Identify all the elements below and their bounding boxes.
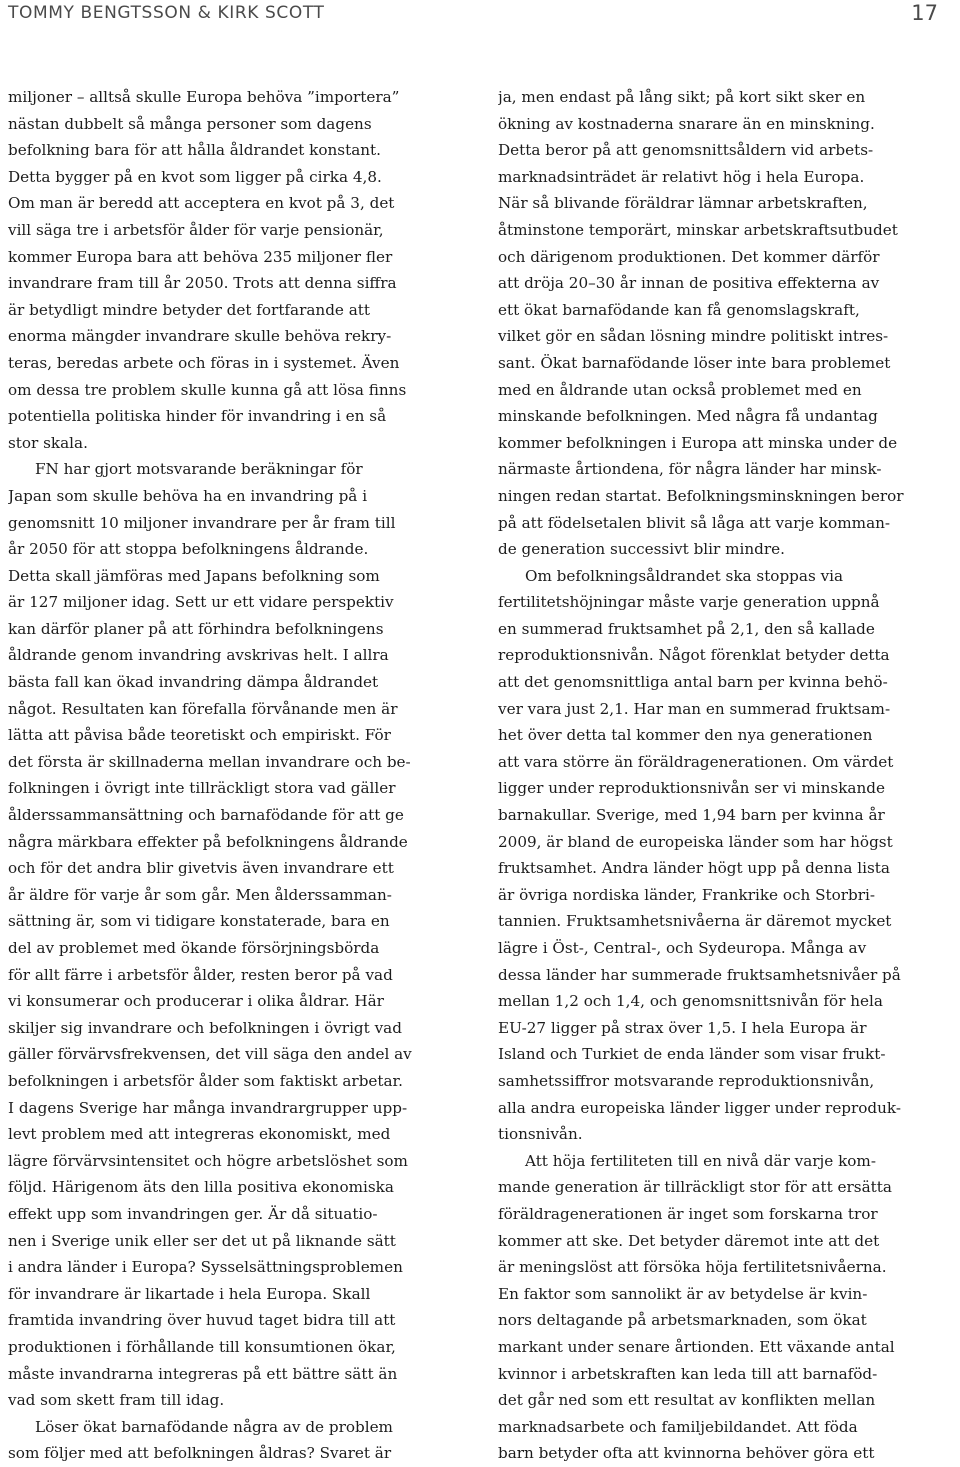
text-line: om dessa tre problem skulle kunna gå att lösa finns [8, 380, 407, 399]
text-line: Löser ökat barnafödande några av de problem [35, 1417, 393, 1436]
text-line: mellan 1,2 och 1,4, och genomsnittsnivån för hela [498, 992, 883, 1011]
text-line: med en åldrande utan också problemet med en [498, 380, 862, 399]
text-line: vi konsumerar och producerar i olika åldrar. Här [8, 992, 384, 1011]
text-line: lägre i Öst-, Central-, och Sydeuropa. Många av [498, 939, 867, 957]
text-line: att det genomsnittliga antal barn per kvinna behö- [498, 673, 888, 692]
text-line: år 2050 för att stoppa befolkningens åldrande. [8, 540, 369, 559]
left-text-column [8, 84, 460, 1467]
text-line: och därigenom produktionen. Det kommer därför [498, 247, 880, 266]
text-line: minskande befolkningen. Med några få undantag [498, 407, 878, 426]
text-line: följd. Härigenom äts den lilla positiva ekonomiska [8, 1178, 394, 1197]
text-line: nen i Sverige unik eller ser det ut på liknande sätt [8, 1231, 396, 1250]
text-line: lägre förvärvsintensitet och högre arbetslöshet som [8, 1151, 408, 1170]
text-line: mande generation är tillräckligt stor för att ersätta [498, 1178, 892, 1197]
text-line: föräldragenerationen är inget som forskarna tror [498, 1204, 878, 1223]
text-line: att dröja 20–30 år innan de positiva effekterna av [498, 274, 880, 293]
text-line: vill säga tre i arbetsför ålder för varje pensionär, [8, 220, 384, 239]
text-line: marknadsinträdet är relativt hög i hela Europa. [498, 167, 865, 186]
text-line: Att höja fertiliteten till en nivå där varje kom- [525, 1151, 876, 1170]
text-line: kvinnor i arbetskraften kan leda till att barnaföd- [498, 1364, 878, 1383]
text-line: ålderssammansättning och barnafödande för att ge [8, 806, 404, 825]
text-line: närmaste årtiondena, för några länder har minsk- [498, 460, 882, 479]
text-line: i andra länder i Europa? Sysselsättningsproblemen [8, 1258, 403, 1277]
text-line: Om befolkningsåldrandet ska stoppas via [525, 566, 844, 585]
text-line: kommer att ske. Det betyder däremot inte att det [498, 1231, 880, 1250]
text-line: är övriga nordiska länder, Frankrike och Storbri- [498, 885, 875, 904]
text-line: folkningen i övrigt inte tillräckligt stora vad gäller [8, 779, 396, 798]
text-line: Detta beror på att genomsnittsåldern vid arbets- [498, 141, 874, 160]
text-line: tannien. Fruktsamhetsnivåerna är däremot mycket [498, 912, 892, 931]
text-line: fruktsamhet. Andra länder högt upp på denna lista [498, 859, 890, 878]
text-line: barnakullar. Sverige, med 1,94 barn per kvinna år [498, 806, 885, 825]
text-line: på att födelsetalen blivit så låga att varje komman- [498, 513, 891, 532]
text-line: dessa länder har summerade fruktsamhetsnivåer på [498, 965, 901, 984]
text-line: ja, men endast på lång sikt; på kort sikt sker en [498, 88, 866, 106]
text-line: vad som skett fram till idag. [8, 1391, 225, 1410]
text-line: åtminstone temporärt, minskar arbetskraftsutbudet [498, 220, 898, 239]
text-line: och för det andra blir givetvis även invandrare ett [8, 859, 394, 878]
text-line: för allt färre i arbetsför ålder, resten beror på vad [8, 965, 393, 984]
text-line: del av problemet med ökande försörjningsbörda [8, 939, 380, 957]
text-line: I dagens Sverige har många invandrargrupper upp- [8, 1098, 408, 1117]
text-line: är meningslöst att försöka höja fertilitetsnivåerna. [498, 1258, 887, 1277]
text-line: teras, beredas arbete och föras in i systemet. Även [8, 353, 400, 372]
text-line: det första är skillnaderna mellan invandrare och be- [8, 752, 411, 771]
text-line: skiljer sig invandrare och befolkningen i övrigt vad [8, 1018, 402, 1037]
text-line: FN har gjort motsvarande beräkningar för [35, 460, 363, 479]
text-line: de generation successivt blir mindre. [498, 540, 785, 559]
text-line: nästan dubbelt så många personer som dagens [8, 114, 372, 133]
text-line: åldrande genom invandring avskrivas helt. I allra [8, 646, 389, 665]
running-head [0, 0, 960, 34]
text-line: Island och Turkiet de enda länder som visar frukt- [498, 1045, 886, 1064]
right-text-column [498, 84, 950, 1467]
text-line: markant under senare årtionden. Ett växande antal [498, 1337, 895, 1356]
text-line: några märkbara effekter på befolkningens åldrande [8, 832, 408, 851]
text-line: en summerad fruktsamhet på 2,1, den så kallade [498, 619, 875, 638]
text-line: Detta skall jämföras med Japans befolkning som [8, 566, 380, 585]
text-line: ningen redan startat. Befolkningsminskningen beror [498, 486, 904, 505]
text-line: vilket gör en sådan lösning mindre politiskt intres- [498, 327, 889, 346]
text-line: tionsnivån. [498, 1125, 583, 1144]
text-line: invandrare fram till år 2050. Trots att denna siffra [8, 274, 397, 293]
text-line: produktionen i förhållande till konsumtionen ökar, [8, 1337, 396, 1356]
text-line: kommer befolkningen i Europa att minska under de [498, 433, 898, 452]
text-line: något. Resultaten kan förefalla förvånande men är [8, 699, 398, 718]
text-line: år äldre för varje år som går. Men ålderssamman- [8, 885, 392, 904]
text-line: lätta att påvisa både teoretiskt och empiriskt. För [8, 726, 391, 745]
text-line: är betydligt mindre betyder det fortfarande att [8, 300, 370, 319]
text-line: Detta bygger på en kvot som ligger på cirka 4,8. [8, 167, 382, 186]
text-line: att vara större än föräldragenerationen. Om värdet [498, 752, 894, 771]
text-line: sättning är, som vi tidigare konstaterade, bara en [8, 912, 390, 931]
text-line: EU-27 ligger på strax över 1,5. I hela Europa är [498, 1018, 867, 1037]
text-line: 2009, är bland de europeiska länder som har högst [498, 832, 893, 851]
text-line: reproduktionsnivån. Något förenklat betyder detta [498, 646, 890, 665]
text-line: miljoner – alltså skulle Europa behöva ”importera” [8, 88, 400, 106]
text-line: som följer med att befolkningen åldras? Svaret är [8, 1444, 392, 1463]
text-line: ökning av kostnaderna snarare än en minskning. [498, 114, 875, 133]
text-line: befolkningen i arbetsför ålder som faktiskt arbetar. [8, 1071, 403, 1090]
text-line: enorma mängder invandrare skulle behöva rekry- [8, 327, 392, 346]
text-line: fertilitetshöjningar måste varje generation uppnå [498, 593, 880, 612]
text-line: framtida invandring över huvud taget bidra till att [8, 1311, 396, 1330]
text-line: När så blivande föräldrar lämnar arbetskraften, [498, 194, 868, 213]
text-line: gäller förvärvsfrekvensen, det vill säga den andel av [8, 1045, 412, 1064]
text-line: är 127 miljoner idag. Sett ur ett vidare perspektiv [8, 593, 394, 612]
text-line: ver vara just 2,1. Har man en summerad fruktsam- [498, 699, 891, 718]
text-line: samhetssiffror motsvarande reproduktionsnivån, [498, 1071, 875, 1090]
text-line: effekt upp som invandringen ger. Är då situatio- [8, 1204, 378, 1223]
text-line: det går ned som ett resultat av konflikten mellan [498, 1391, 876, 1410]
text-line: sant. Ökat barnafödande löser inte bara problemet [498, 353, 891, 372]
text-line: ligger under reproduktionsnivån ser vi minskande [498, 779, 885, 798]
text-line: måste invandrarna integreras på ett bättre sätt än [8, 1364, 398, 1383]
text-line: nors deltagande på arbetsmarknaden, som ökat [498, 1311, 867, 1330]
text-line: stor skala. [8, 433, 88, 452]
text-line: barn betyder ofta att kvinnorna behöver göra ett [498, 1444, 875, 1463]
text-line: bästa fall kan ökad invandring dämpa åldrandet [8, 673, 379, 692]
page-number: 17 [911, 1, 938, 25]
text-line: Japan som skulle behöva ha en invandring på i [8, 486, 368, 505]
text-line: för invandrare är likartade i hela Europa. Skall [8, 1284, 371, 1303]
text-line: En faktor som sannolikt är av betydelse är kvin- [498, 1284, 868, 1303]
text-line: levt problem med att integreras ekonomiskt, med [8, 1125, 391, 1144]
text-line: kommer Europa bara att behöva 235 miljoner fler [8, 247, 393, 266]
text-line: Om man är beredd att acceptera en kvot på 3, det [8, 194, 395, 213]
text-line: marknadsarbete och familjebildandet. Att föda [498, 1417, 858, 1436]
text-line: alla andra europeiska länder ligger under reproduk- [498, 1098, 902, 1117]
text-line: het över detta tal kommer den nya generationen [498, 726, 873, 745]
text-line: kan därför planer på att förhindra befolkningens [8, 619, 384, 638]
text-line: potentiella politiska hinder för invandring i en så [8, 407, 387, 426]
text-line: ett ökat barnafödande kan få genomslagskraft, [498, 300, 860, 319]
text-line: befolkning bara för att hålla åldrandet konstant. [8, 141, 381, 160]
text-line: genomsnitt 10 miljoner invandrare per år fram till [8, 513, 396, 532]
running-head-authors: TOMMY BENGTSSON & KIRK SCOTT [8, 3, 325, 23]
